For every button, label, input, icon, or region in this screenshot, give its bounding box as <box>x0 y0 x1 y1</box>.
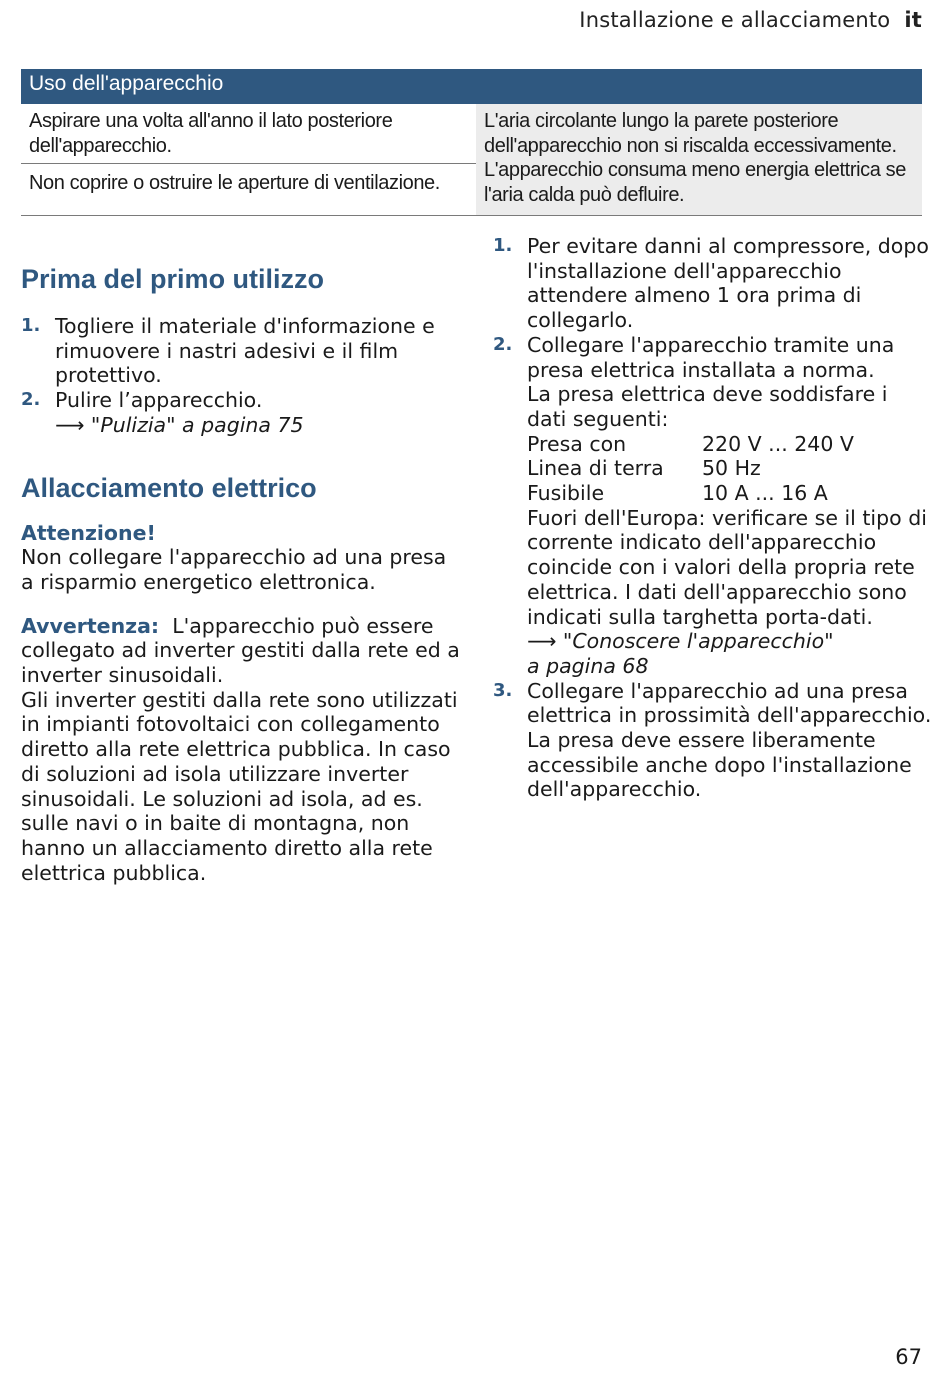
step-text: Collegare l'apparecchio tramite una presa elettrica installata a norma. <box>527 332 895 382</box>
spec-row: Fusibile 10 A ... 16 A <box>527 481 828 506</box>
usage-table <box>21 69 922 216</box>
spec-table <box>527 432 933 506</box>
spec-row: Presa con 220 V ... 240 V <box>527 431 854 456</box>
warning-text-detail: Gli inverter gestiti dalla rete sono utilizzati in impianti fotovoltaici con collegamento diretto alla rete elettrica pubblica. In caso di soluzioni ad isola utilizzare inverter sinusoidali. Le soluzioni ad isola, ad es. sulle navi o in baite di montagna, non hanno un allacciamento diretto alla rete elettrica pubblica. <box>21 687 458 885</box>
first-use-steps <box>21 314 461 438</box>
warning-text: L'apparecchio può essere collegato ad inverter gestiti dalla rete ed a inverter sinusoidali. <box>21 613 460 688</box>
cross-reference-page[interactable]: a pagina 68 <box>527 653 649 678</box>
attention-note <box>21 521 461 595</box>
step-text: Fuori dell'Europa: verificare se il tipo di corrente indicato dell'apparecchio coincide con i valori della propria rete elettrica. I dati dell'apparecchio sono indicati sulla targhetta porta-dati. <box>527 505 927 629</box>
step-text: Pulire l’apparecchio. <box>55 388 263 413</box>
step-text: La presa elettrica deve soddisfare i dati seguenti: <box>527 382 888 431</box>
page-header <box>579 8 922 32</box>
connection-steps <box>493 234 933 802</box>
right-column <box>493 234 933 802</box>
step-text: La presa deve essere liberamente accessibile anche dopo l'installazione dell'apparecchio. <box>527 728 912 802</box>
table-row: Aspirare una volta all'anno il lato posteriore dell'apparecchio. <box>21 104 476 164</box>
warning-title: Avvertenza: <box>21 613 160 638</box>
attention-text: Non collegare l'apparecchio ad una presa a risparmio energetico elettronica. <box>21 545 447 594</box>
table-title: Uso dell'apparecchio <box>21 69 922 104</box>
list-item <box>493 333 933 679</box>
step-text: Collegare l'apparecchio ad una presa elettrica in prossimità dell'apparecchio. <box>527 678 932 728</box>
table-explanation: L'aria circolante lungo la parete posteriore dell'apparecchio non si riscalda eccessivamente. L'apparecchio consuma meno energia elettrica se l'aria calda può defluire. <box>476 104 922 215</box>
step-number: 2. <box>21 389 41 411</box>
attention-title: Attenzione! <box>21 520 156 545</box>
page-number: 67 <box>895 1345 922 1369</box>
left-column <box>21 262 461 885</box>
spec-row: Linea di terra 50 Hz <box>527 456 761 481</box>
language-code: it <box>904 8 922 32</box>
cross-reference-link[interactable]: ⟶ "Conoscere l'apparecchio" <box>527 629 834 654</box>
warning-note <box>21 614 461 886</box>
step-number: 2. <box>493 333 513 355</box>
list-item <box>493 234 933 333</box>
step-number: 1. <box>493 235 513 256</box>
electrical-heading: Allacciamento elettrico <box>21 472 317 503</box>
step-text: Per evitare danni al compressore, dopo l'installazione dell'apparecchio attendere almeno 1 ora prima di collegarlo. <box>527 234 929 333</box>
list-item <box>21 314 461 388</box>
list-item <box>21 388 461 437</box>
step-number: 3. <box>493 679 513 701</box>
list-item <box>493 679 933 803</box>
table-row: Non coprire o ostruire le aperture di ventilazione. <box>29 172 440 194</box>
step-number: 1. <box>21 315 41 336</box>
section-title: Installazione e allacciamento <box>579 8 891 32</box>
cross-reference-link[interactable]: ⟶ "Pulizia" a pagina 75 <box>55 412 304 437</box>
step-text: Togliere il materiale d'informazione e rimuovere i nastri adesivi e il film protettivo. <box>55 314 435 388</box>
first-use-heading: Prima del primo utilizzo <box>21 264 325 294</box>
